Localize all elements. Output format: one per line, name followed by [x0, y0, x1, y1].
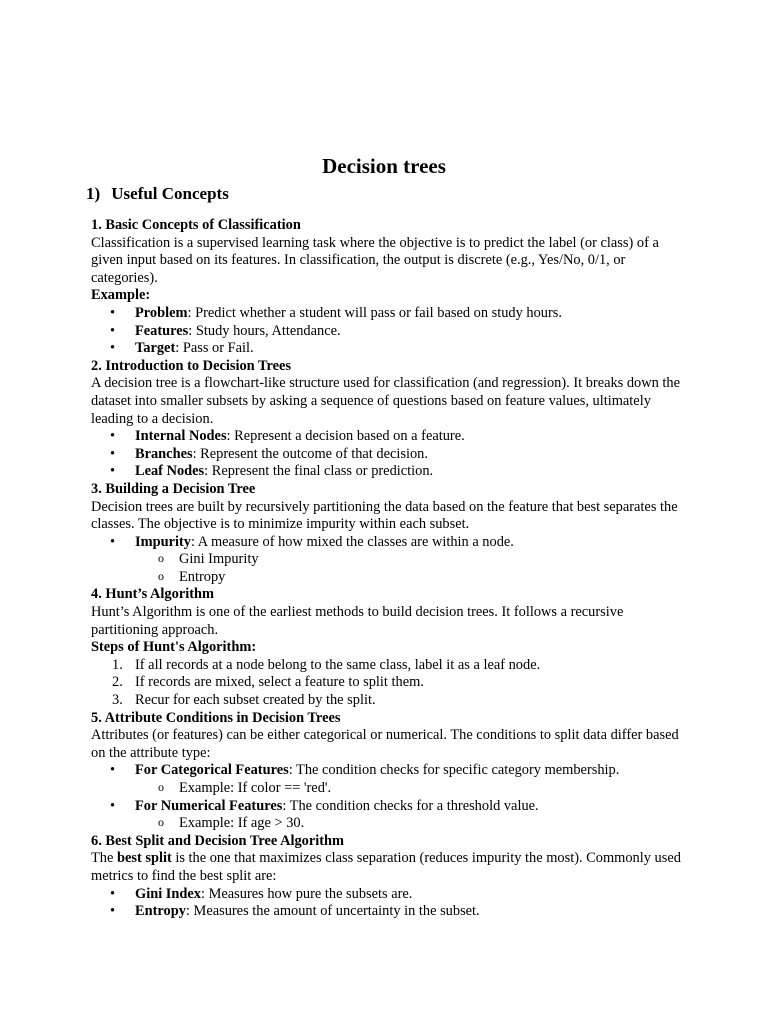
steps-list — [91, 657, 681, 710]
list-item-text: : Represent a decision based on a feature. — [226, 428, 465, 445]
subsection-heading-1: 1. Basic Concepts of Classification — [91, 217, 301, 233]
list-item-text: : A measure of how mixed the classes are within a node. — [190, 533, 514, 550]
list-item — [91, 323, 681, 341]
list-item-text: : The condition checks for specific category membership. — [288, 762, 620, 779]
section-heading — [86, 183, 229, 205]
steps-label: Steps of Hunt's Algorithm: — [91, 639, 257, 656]
list-item — [91, 463, 681, 481]
list-item-term: Internal Nodes — [135, 428, 227, 445]
step-text: If records are mixed, select a feature to split them. — [135, 674, 424, 691]
list-item-term: For Numerical Features — [135, 797, 283, 814]
sub-list — [135, 815, 681, 833]
list-item-text: : Predict whether a student will pass or fail based on study hours. — [187, 304, 562, 321]
page-title: Decision trees — [322, 154, 446, 178]
section-number: 1) — [86, 184, 101, 203]
list-item-term: Gini Index — [135, 885, 201, 902]
list-item-text: : Represent the outcome of that decision. — [192, 445, 428, 462]
sub-list-item: o Gini Impurity — [135, 551, 681, 569]
list-item-text: : The condition checks for a threshold value. — [282, 797, 539, 814]
list-item — [91, 798, 681, 833]
list-item-term: Impurity — [135, 533, 191, 550]
paragraph-hunts: Hunt’s Algorithm is one of the earliest methods to build decision trees. It follows a recursive partitioning approach. — [91, 604, 624, 638]
step-item — [91, 657, 681, 675]
list-item-term: Entropy — [135, 903, 186, 920]
list-item — [91, 534, 681, 587]
step-item — [91, 674, 681, 692]
sub-list-item: o Example: If age > 30. — [135, 815, 681, 833]
list-item — [91, 446, 681, 464]
step-text: If all records at a node belong to the same class, label it as a leaf node. — [135, 656, 541, 673]
document-body — [91, 217, 681, 921]
attribute-list — [91, 762, 681, 832]
list-item — [91, 428, 681, 446]
subsection-heading-5: 5. Attribute Conditions in Decision Trees — [91, 709, 341, 726]
list-item-text: : Pass or Fail. — [175, 340, 254, 357]
list-item-term: Branches — [135, 445, 193, 462]
impurity-list — [91, 534, 681, 587]
sub-list-item: o Example: If color == 'red'. — [135, 780, 681, 798]
sub-list-item: o Entropy — [135, 569, 681, 587]
paragraph-building: Decision trees are built by recursively partitioning the data based on the feature that best separates the classes. The objective is to minimize impurity within each subset. — [91, 498, 678, 533]
list-item-text: : Study hours, Attendance. — [188, 322, 341, 339]
sub-list — [135, 780, 681, 798]
list-item-text: : Measures how pure the subsets are. — [200, 885, 413, 902]
step-number: 3. — [112, 692, 123, 709]
subsection-heading-2: 2. Introduction to Decision Trees — [91, 357, 292, 374]
example-list — [91, 305, 681, 358]
step-number: 1. — [112, 656, 123, 673]
paragraph-best-split — [91, 850, 681, 885]
sub-list — [135, 551, 681, 586]
list-item — [91, 762, 681, 797]
metrics-list — [91, 886, 681, 921]
paragraph-bold-term: best split — [116, 850, 172, 867]
subsection-heading-3: 3. Building a Decision Tree — [91, 480, 256, 497]
list-item-term: For Categorical Features — [135, 762, 289, 779]
list-item-term: Features — [135, 322, 189, 339]
example-label: Example: — [91, 287, 151, 304]
subsection-heading-6: 6. Best Split and Decision Tree Algorithm — [91, 832, 345, 849]
list-item-text: : Represent the final class or prediction. — [204, 463, 434, 480]
list-item-term: Problem — [135, 304, 188, 321]
section-label: Useful Concepts — [111, 184, 229, 203]
list-item — [91, 340, 681, 358]
list-item — [91, 903, 681, 921]
list-item-term: Leaf Nodes — [135, 463, 205, 480]
subsection-heading-4: 4. Hunt’s Algorithm — [91, 586, 214, 603]
paragraph-attributes: Attributes (or features) can be either categorical or numerical. The conditions to split data differ based on the attribute type: — [91, 727, 679, 761]
list-item-text: : Measures the amount of uncertainty in the subset. — [185, 903, 480, 920]
paragraph-text: The — [91, 850, 117, 867]
step-item — [91, 692, 681, 710]
list-item — [91, 886, 681, 904]
node-types-list — [91, 428, 681, 481]
list-item-term: Target — [135, 340, 176, 357]
paragraph-classification: Classification is a supervised learning task where the objective is to predict the label (or class) of a given input based on its features. In classification, the output is discrete (e.g., Yes/No, 0/1, or categories). — [91, 234, 659, 286]
paragraph-decision-tree: A decision tree is a flowchart-like structure used for classification (and regression). It breaks down the dataset into smaller subsets by asking a sequence of questions based on feature values, ultimately leading to a decision. — [91, 375, 681, 427]
paragraph-text: is the one that maximizes class separation (reduces impurity the most). Commonly used metrics to find the best split are: — [91, 850, 681, 884]
step-text: Recur for each subset created by the split. — [135, 692, 376, 709]
list-item — [91, 305, 681, 323]
step-number: 2. — [112, 674, 123, 691]
